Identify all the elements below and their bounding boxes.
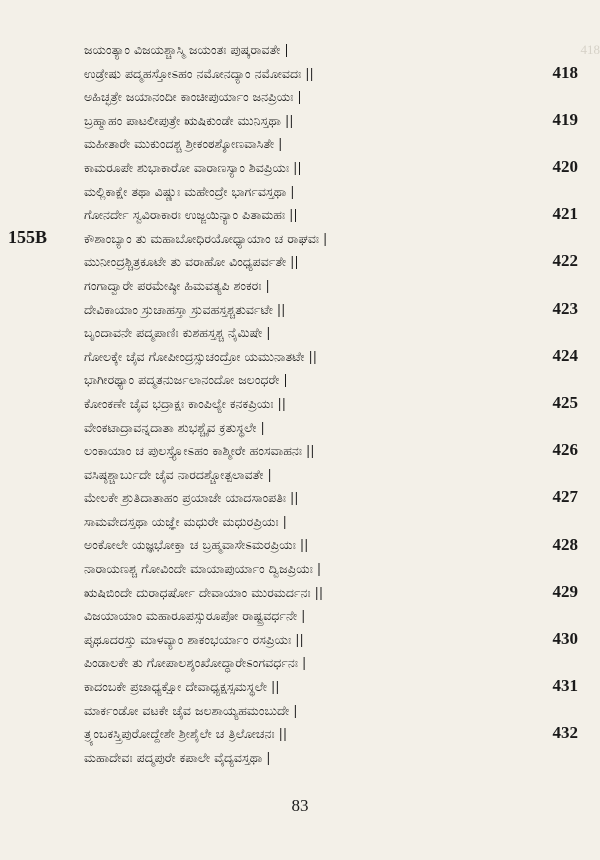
verse-line: ವಸಿಷ್ಠಶ್ಚಾರ್ಬುದೇ ಚೈವ ನಾರದಶ್ಚೋತ್ಪಲಾವತೇ |: [84, 466, 272, 482]
verse-line: ಅಹಿಚ್ಛತ್ರೇ ಜಯಾನಂದೀ ಕಾಂಚೀಪುರ್ಯಾಂ ಜನಪ್ರಿಯಃ |: [84, 89, 302, 105]
verse-line: ಲಂಕಾಯಾಂ ಚ ಪುಲಸ್ತ್ಯೋಽಹಂ ಕಾಶ್ಮೀರೇ ಹಂಸವಾಹನಃ ||: [84, 443, 315, 459]
verse-line: ಗಂಗಾದ್ವಾರೇ ಪರಮೇಷ್ಠೀ ಹಿಮವತ್ಯಪಿ ಶಂಕರಃ |: [84, 277, 270, 293]
verse-line: ಕೋಂಕಣೇ ಚೈವ ಭದ್ರಾಕ್ಷಃ ಕಾಂಪಿಲ್ಯೇ ಕನಕಪ್ರಿಯಃ ||: [84, 395, 286, 411]
verse-line: ಅಂಕೋಲೇ ಯಜ್ಞಭೋಕ್ತಾ ಚ ಬ್ರಹ್ಮವಾಸೇಽಮರಪ್ರಿಯಃ ||: [84, 537, 309, 553]
verse-line: ಮೇಲಕೇ ಶ್ರುತಿದಾತಾಹಂ ಪ್ರಯಾಜೇ ಯಾದಸಾಂಪತಿಃ ||: [84, 490, 299, 506]
verse-line: ಸಾಮವೇದಸ್ತಥಾ ಯಜ್ಞೇ ಮಧುರೇ ಮಧುರಪ್ರಿಯಃ |: [84, 513, 287, 529]
verse-line: ಮುನೀಂದ್ರಶ್ಚಿತ್ರಕೂಟೇ ತು ವರಾಹೋ ವಿಂಧ್ಯಪರ್ವತೇ ||: [84, 254, 299, 270]
verse-number: 432: [552, 723, 578, 743]
verse-line: ಋಷಿಬಿಂದೇ ದುರಾಧರ್ಷೋ ದೇವಾಯಾಂ ಮುರಮರ್ದನಃ ||: [84, 584, 324, 600]
verse-line: ಪೃಥೂದರಸ್ತು ಮಾಳವ್ಯಾಂ ಶಾಕಂಭರ್ಯಾಂ ರಸಪ್ರಿಯಃ ||: [84, 631, 304, 647]
verse-number: 421: [552, 204, 578, 224]
verse-line: ಕಾದಂಬಕೇ ಪ್ರಜಾಧ್ಯಕ್ಷೋ ದೇವಾಧ್ಯಕ್ಷಸ್ಸಮಸ್ಥಲೇ ||: [84, 679, 280, 695]
verse-number: 424: [552, 345, 578, 365]
verse-number: 422: [552, 251, 578, 271]
bleed-through-text: 418: [580, 42, 600, 57]
verse-number: 427: [552, 487, 578, 507]
verse-number: 425: [552, 393, 578, 412]
verse-number: 430: [552, 629, 578, 648]
verse-line: ಮಹೀತಾರೇ ಮುಕುಂದಶ್ಚ ಶ್ರೀಕಂಠಶ್ಶೋಣವಾಸಿತೇ |: [84, 136, 283, 152]
verse-line: ಕಾಮರೂಪೇ ಶುಭಾಕಾರೋ ವಾರಾಣಸ್ಯಾಂ ಶಿವಪ್ರಿಯಃ ||: [84, 159, 302, 175]
verse-number: 420: [552, 157, 578, 176]
verse-line: ವಿಜಯಾಯಾಂ ಮಹಾರೂಪಸ್ಸುರೂಪೋ ರಾಷ್ಟ್ರವರ್ಧನೇ |: [84, 608, 306, 624]
verse-line: ನಾರಾಯಣಶ್ಚ ಗೋವಿಂದೇ ಮಾಯಾಪುರ್ಯಾಂ ದ್ವಿಜಪ್ರಿಯಃ |: [84, 561, 322, 577]
verse-line: ಭಾಗೀರಥ್ಯಾಂ ಪದ್ಮತನುರ್ಜಲಾನಂದೋ ಜಲಂಧರೇ |: [84, 372, 288, 388]
verse-line: ಜಯಂತ್ಯಾಂ ವಿಜಯಶ್ಚಾಸ್ಮಿ ಜಯಂತಃ ಪುಷ್ಕರಾವತೇ |: [84, 42, 289, 57]
verse-line: ಗೋನರ್ದೇ ಸ್ವವಿರಾಕಾರಃ ಉಜ್ಜಯಿನ್ಯಾಂ ಪಿತಾಮಹಃ ||: [84, 207, 298, 223]
verse-text: [84, 38, 504, 769]
verse-line: ಮಹಾದೇವಃ ಪದ್ಮಪುರೇ ಕಪಾಲೇ ವೈದ್ಯವಸ್ತಥಾ |: [84, 749, 271, 765]
verse-number: 418: [552, 62, 578, 82]
page-number: 83: [291, 796, 309, 815]
verse-line: ವೇಂಕಟಾದ್ರಾವನ್ನದಾತಾ ಶುಭಶ್ಚೈವ ಕ್ರತುಸ್ಥಲೇ |: [84, 419, 265, 435]
verse-line: ಪಿಂಡಾಲಕೇ ತು ಗೋಪಾಲಶ್ಶಂಖೋದ್ಧಾರೇಽಂಗವರ್ಧನಃ |: [84, 655, 307, 671]
verse-number: 429: [552, 581, 578, 601]
verse-line: ದೇವಿಕಾಯಾಂ ಸ್ರುಚಾಹಸ್ತಾ ಸ್ರುವಹಸ್ತಶ್ಚತುರ್ವಟೇ ||: [84, 301, 286, 317]
verse-line: ಗೋಲಕ್ಕೇ ಚೈವ ಗೋಪೀಂದ್ರಸ್ಸುಚಂದ್ರೋ ಯಮುನಾತಟೇ ||: [84, 348, 317, 364]
verse-number: 423: [552, 298, 578, 318]
verse-number: 419: [552, 109, 578, 129]
verse-line: ಬ್ರಹ್ಮಾಹಂ ಪಾಟಲೀಪುತ್ರೇ ಋಷಿಕುಂಡೇ ಮುನಿಸ್ತಥಾ ||: [84, 112, 294, 128]
verse-line: ಮಲ್ಲಿಕಾಕ್ಷೇ ತಥಾ ವಿಷ್ಣುಃ ಮಹೇಂದ್ರೇ ಭಾರ್ಗವಸ್ತಥಾ |: [84, 183, 295, 199]
verse-line: ತ್ರ್ಯಂಬಕಸ್ತ್ರಿಪುರೋದ್ದೇಶೇ ಶ್ರೀಶೈಲೇ ಚ ತ್ರಿಲೋಚನಃ ||: [84, 726, 288, 742]
verse-line: ಬೃಂದಾವನೇ ಪದ್ಮಪಾಣಿಃ ಕುಶಹಸ್ತಶ್ಚ ನೈಮಿಷೇ |: [84, 325, 271, 341]
verse-number: 431: [552, 676, 578, 696]
verse-number: 428: [552, 534, 578, 554]
verse-line: ಉಡ್ರೇಷು ಪದ್ಮಹಸ್ತೋಽಹಂ ನಮೋನದ್ಯಾಂ ನಮೋವದಃ ||: [84, 65, 314, 81]
margin-note: 155B: [8, 227, 48, 247]
verse-line: ಕೌಶಾಂಬ್ಯಾಂ ತು ಮಹಾಬೋಧಿರಯೋಧ್ಯಾಯಾಂ ಚ ರಾಘವಃ |: [84, 230, 328, 246]
verse-line: ಮಾರ್ಕಂಡೋ ವಟಕೇ ಚೈವ ಜಲಶಾಯ್ಯಹಮಂಬುದೇ |: [84, 702, 298, 718]
verse-number: 426: [552, 440, 578, 460]
